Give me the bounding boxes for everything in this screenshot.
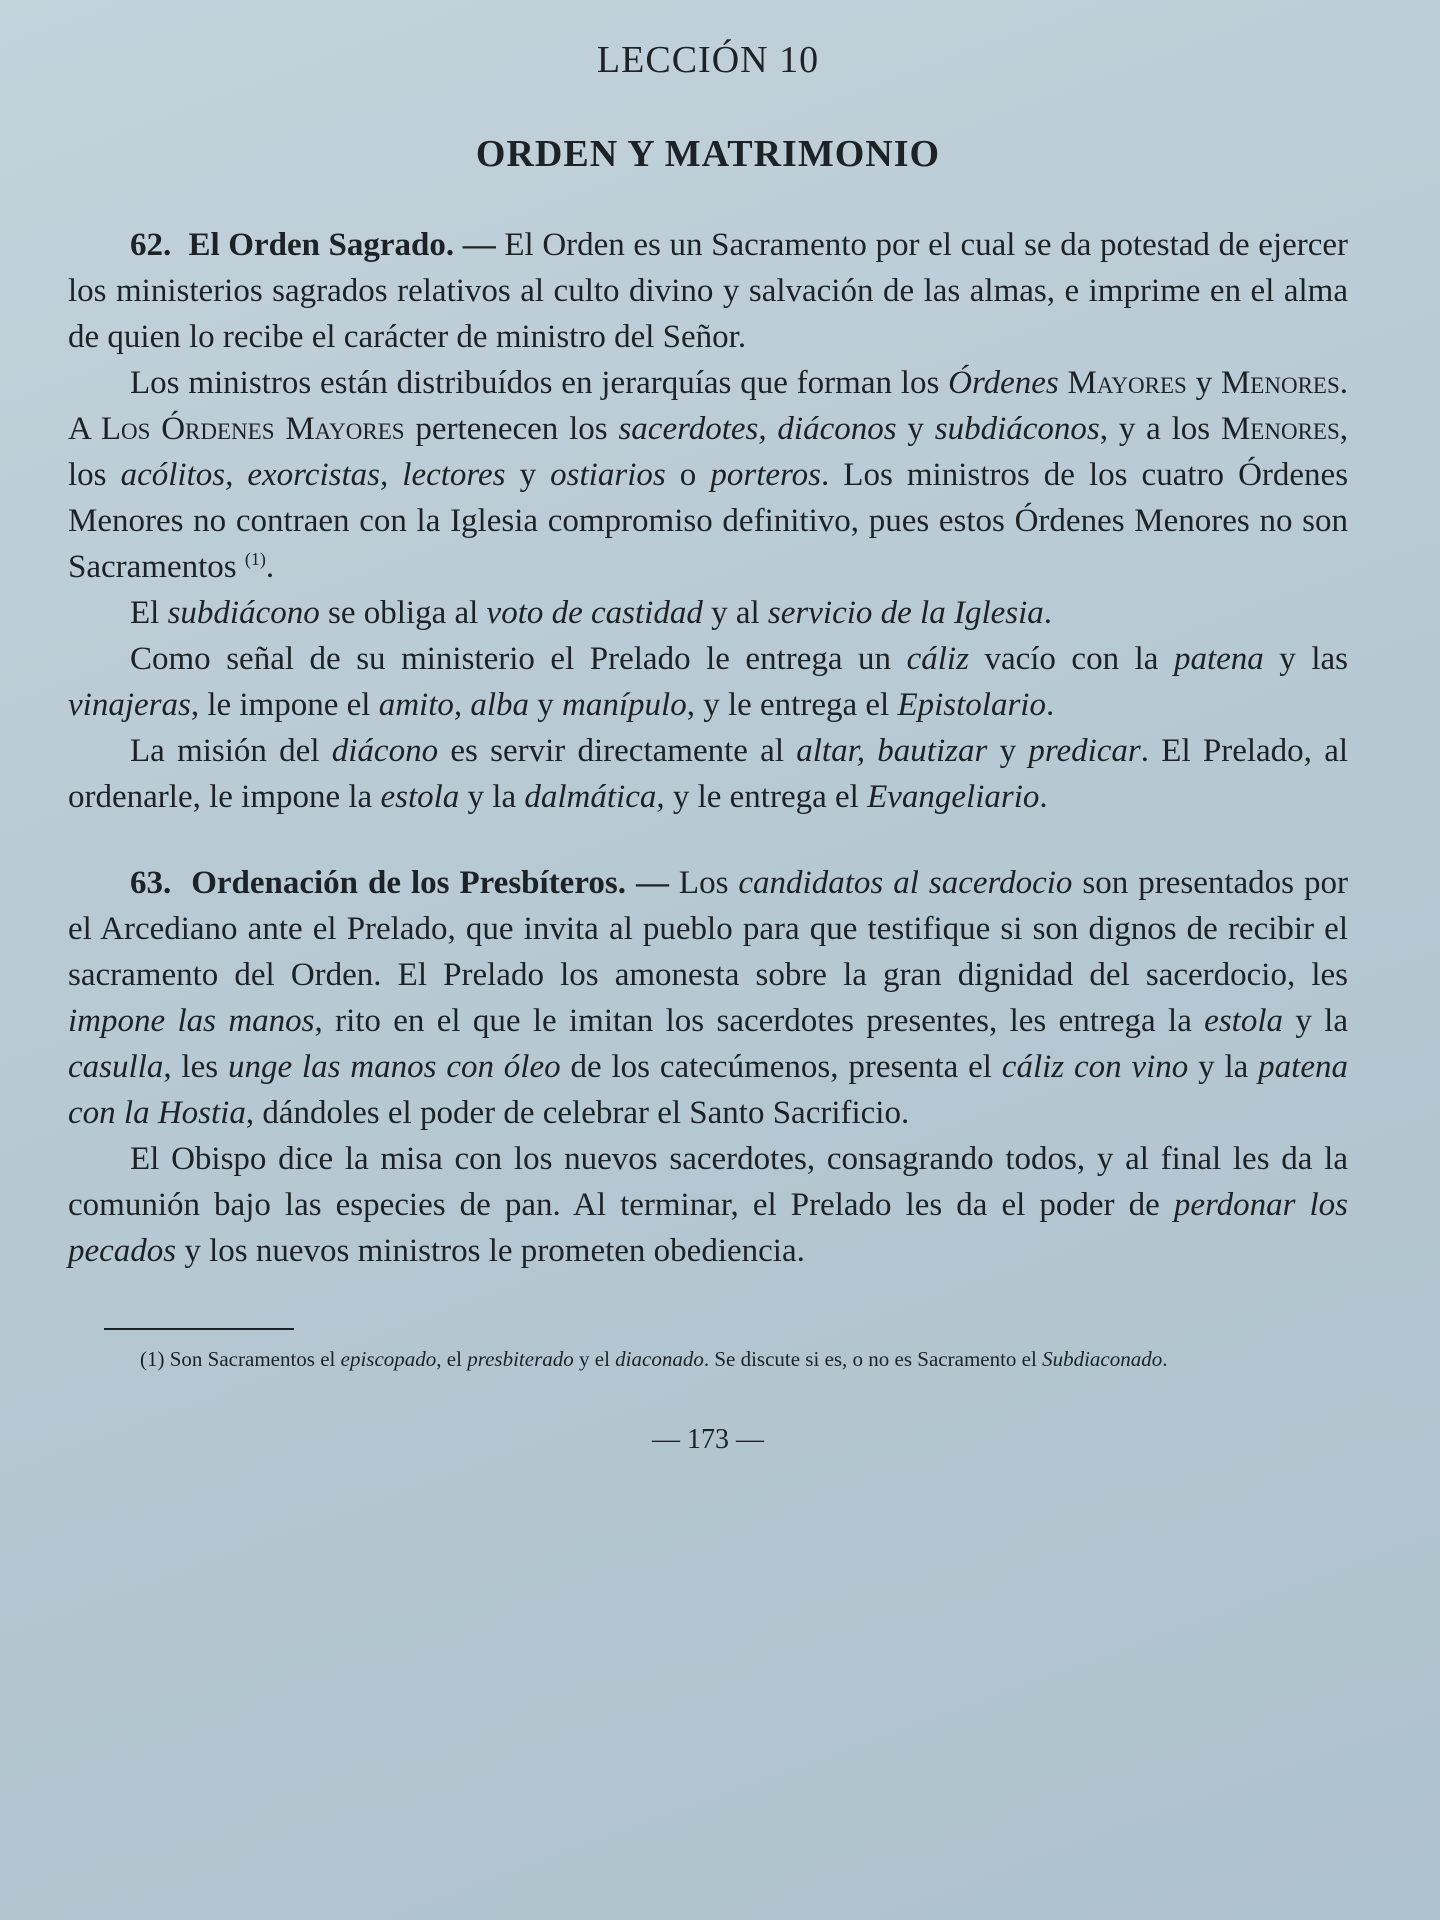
section-62-paragraph-5: La misión del diácono es servir directamente al altar, bautizar y predicar. El Prelado, al ordenarle, le impone la estola y la dalmática, y le entrega el Evangeliario.	[68, 733, 1349, 815]
footnote-divider	[104, 1328, 294, 1330]
section-62-paragraph-3: El subdiácono se obliga al voto de castidad y al servicio de la Iglesia.	[130, 595, 1053, 631]
page-number: — 173 —	[652, 1424, 764, 1455]
footnote-ref: (1)	[244, 549, 266, 569]
footnote: (1) Son Sacramentos el episcopado, el presbiterado y el diaconado. Se discute si es, o no es Sacramento el Subdiaconado.	[140, 1347, 1168, 1371]
lesson-number: LECCIÓN 10	[596, 39, 820, 81]
section-63-paragraph-1: 63. Ordenación de los Presbíteros. — Los candidatos al sacerdocio son presentados por el Arcediano ante el Prelado, que invita al pueblo para que testifique si son dignos de recibir el sacramento del Orden. El Prelado los amonesta sobre la gran dignidad del sacerdocio, les impone las manos, rito en el que le imitan los sacerdotes presentes, les entrega la estola y la casulla, les unge las manos con óleo de los catecúmenos, presenta el cáliz con vino y la patena con la Hostia, dándoles el poder de celebrar el Santo Sacrificio.	[68, 865, 1348, 1131]
section-number: 62.	[130, 227, 172, 263]
section-number: 63.	[130, 865, 172, 901]
chapter-title: ORDEN Y MATRIMONIO	[475, 133, 941, 175]
section-62-paragraph-2: Los ministros están distribuídos en jerarquías que forman los Órdenes Mayores y Menores. A Los Órdenes Mayores pertenecen los sacerdotes, diáconos y subdiáconos, y a los Menores, los acólitos, exorcistas, lectores y ostiarios o porteros. Los ministros de los cuatro Órdenes Menores no contraen con la Iglesia compromiso definitivo, pues estos Órdenes Menores no son Sacramentos $^{(1)}$.	[68, 365, 1349, 585]
footnote-mark: (1)	[140, 1347, 165, 1371]
section-62-paragraph-4: Como señal de su ministerio el Prelado le entrega un cáliz vacío con la patena y las vinajeras, le impone el amito, alba y manípulo, y le entrega el Epistolario.	[68, 641, 1348, 723]
section-heading: El Orden Sagrado. —	[188, 227, 496, 263]
section-62-paragraph-1: 62. El Orden Sagrado. — El Orden es un Sacramento por el cual se da potestad de ejercer los ministerios sagrados relativos al culto divino y salvación de las almas, e imprime en el alma de quien lo recibe el carácter de ministro del Señor.	[68, 227, 1349, 355]
section-63-paragraph-2: El Obispo dice la misa con los nuevos sacerdotes, consagrando todos, y al final les da la comunión bajo las especies de pan. Al terminar, el Prelado les da el poder de perdonar los pecados y los nuevos ministros le prometen obediencia.	[68, 1141, 1348, 1269]
section-heading: Ordenación de los Presbíteros. —	[191, 865, 669, 901]
